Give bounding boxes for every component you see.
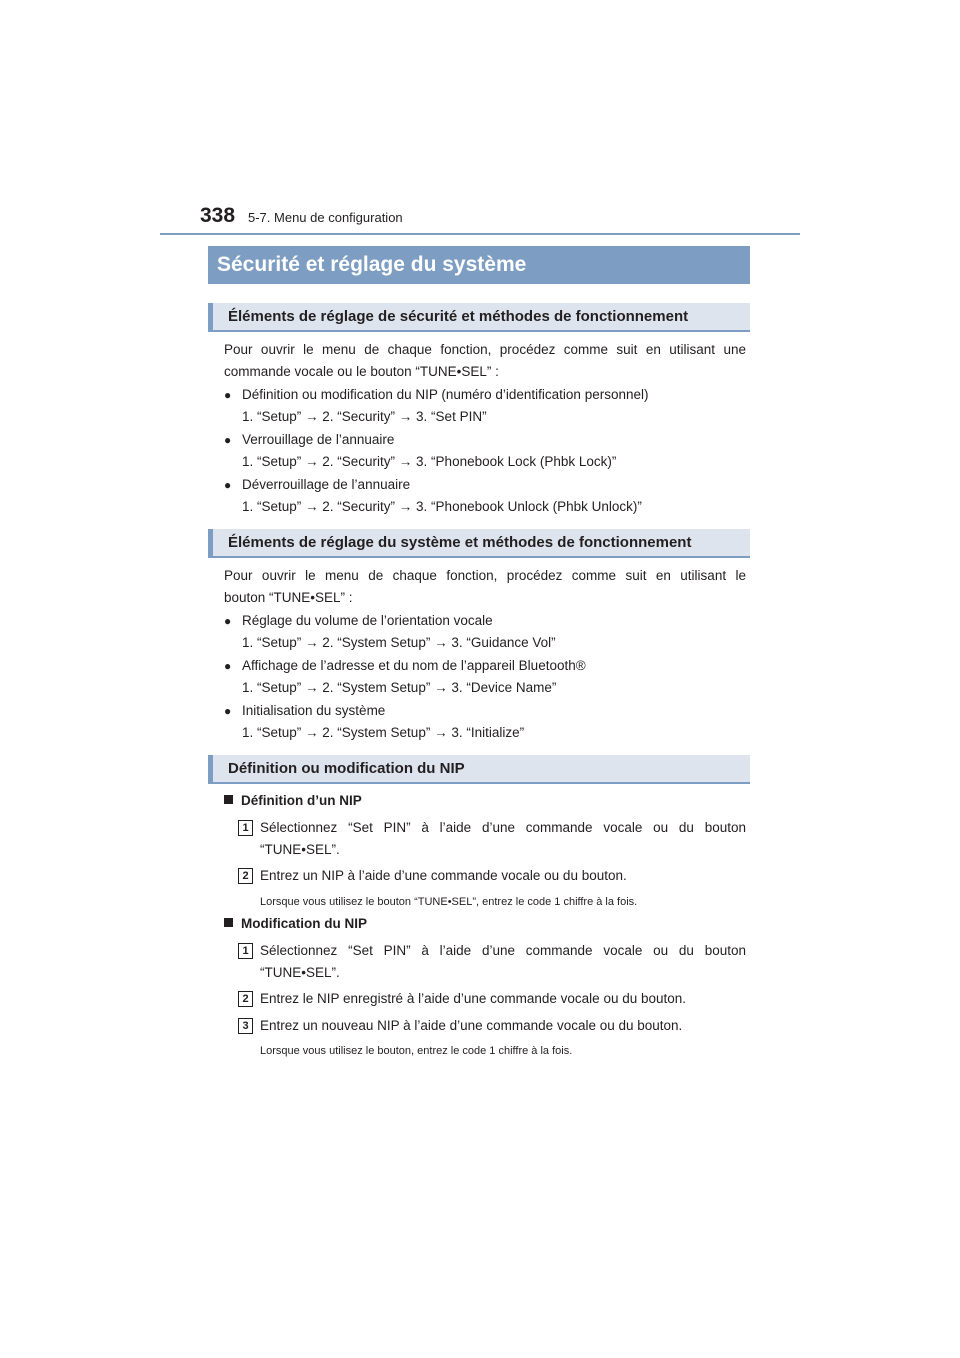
menu-path: 1. “Setup” → 2. “System Setup” → 3. “Initialize” [242, 725, 525, 740]
bullet-icon: ● [224, 614, 232, 628]
step-number-badge: 1 [238, 820, 253, 836]
system-intro-line1: Pour ouvrir le menu de chaque fonction, procédez comme suit en utilisant le [224, 568, 746, 583]
list-item-title: Déverrouillage de l’annuaire [242, 477, 411, 492]
step-note: Lorsque vous utilisez le bouton, entrez le code 1 chiffre à la fois. [260, 1045, 573, 1057]
section-title: Sécurité et réglage du système [208, 246, 750, 284]
list-item-title: Réglage du volume de l’orientation vocale [242, 613, 493, 628]
step-item [238, 1015, 746, 1037]
step-text-line1: Sélectionnez “Set PIN” à l’aide d’une commande vocale ou du bouton [260, 943, 746, 958]
square-bullet-icon [224, 795, 233, 804]
set-pin-subheading [224, 791, 362, 811]
list-item-title: Définition ou modification du NIP (numéro d’identification personnel) [242, 387, 649, 402]
security-settings-heading: Éléments de réglage de sécurité et méthodes de fonctionnement [208, 303, 750, 332]
menu-path: 1. “Setup” → 2. “Security” → 3. “Phonebook Lock (Phbk Lock)” [242, 454, 617, 469]
bullet-icon: ● [224, 704, 232, 718]
change-pin-subheading-text: Modification du NIP [241, 916, 367, 931]
step-text [260, 817, 746, 861]
step-note: Lorsque vous utilisez le bouton “TUNE•SEL”, entrez le code 1 chiffre à la fois. [260, 896, 638, 908]
system-settings-heading: Éléments de réglage du système et méthodes de fonctionnement [208, 529, 750, 558]
header-divider [160, 233, 800, 235]
bullet-icon: ● [224, 433, 232, 447]
menu-path: 1. “Setup” → 2. “Security” → 3. “Set PIN” [242, 409, 487, 424]
menu-path: 1. “Setup” → 2. “System Setup” → 3. “Guidance Vol” [242, 635, 556, 650]
page-header [160, 204, 800, 234]
page-number: 338 [200, 204, 236, 227]
system-intro-line2: bouton “TUNE•SEL” : [224, 590, 353, 605]
step-number-badge: 1 [238, 943, 253, 959]
list-item-title: Verrouillage de l’annuaire [242, 432, 395, 447]
list-item [224, 610, 746, 654]
bullet-icon: ● [224, 478, 232, 492]
list-item [224, 474, 746, 518]
pin-heading: Définition ou modification du NIP [208, 755, 750, 784]
list-item-title: Affichage de l’adresse et du nom de l’appareil Bluetooth® [242, 658, 586, 673]
list-item [224, 384, 746, 428]
step-text [260, 940, 746, 984]
step-text-line2: “TUNE•SEL”. [260, 842, 340, 857]
security-intro-line1: Pour ouvrir le menu de chaque fonction, procédez comme suit en utilisant une [224, 342, 746, 357]
list-item [224, 700, 746, 744]
step-text: Entrez le NIP enregistré à l’aide d’une commande vocale ou du bouton. [260, 991, 687, 1006]
list-item-title: Initialisation du système [242, 703, 386, 718]
bullet-icon: ● [224, 659, 232, 673]
change-pin-subheading [224, 914, 367, 934]
list-item [224, 429, 746, 473]
chapter-title: 5-7. Menu de configuration [248, 210, 403, 225]
step-item [238, 817, 746, 861]
security-intro [224, 339, 746, 383]
bullet-icon: ● [224, 388, 232, 402]
step-number-badge: 2 [238, 868, 253, 884]
step-text: Entrez un NIP à l’aide d’une commande vocale ou du bouton. [260, 868, 627, 883]
list-item [224, 655, 746, 699]
step-text-line1: Sélectionnez “Set PIN” à l’aide d’une commande vocale ou du bouton [260, 820, 746, 835]
step-item [238, 865, 746, 887]
security-intro-line2: commande vocale ou le bouton “TUNE•SEL” : [224, 364, 499, 379]
step-text-line2: “TUNE•SEL”. [260, 965, 340, 980]
menu-path: 1. “Setup” → 2. “Security” → 3. “Phonebook Unlock (Phbk Unlock)” [242, 499, 642, 514]
step-text: Entrez un nouveau NIP à l’aide d’une commande vocale ou du bouton. [260, 1018, 683, 1033]
step-item [238, 940, 746, 984]
menu-path: 1. “Setup” → 2. “System Setup” → 3. “Device Name” [242, 680, 557, 695]
step-number-badge: 3 [238, 1018, 253, 1034]
system-intro [224, 565, 746, 609]
set-pin-subheading-text: Définition d’un NIP [241, 793, 362, 808]
step-item [238, 988, 746, 1010]
square-bullet-icon [224, 918, 233, 927]
step-number-badge: 2 [238, 991, 253, 1007]
